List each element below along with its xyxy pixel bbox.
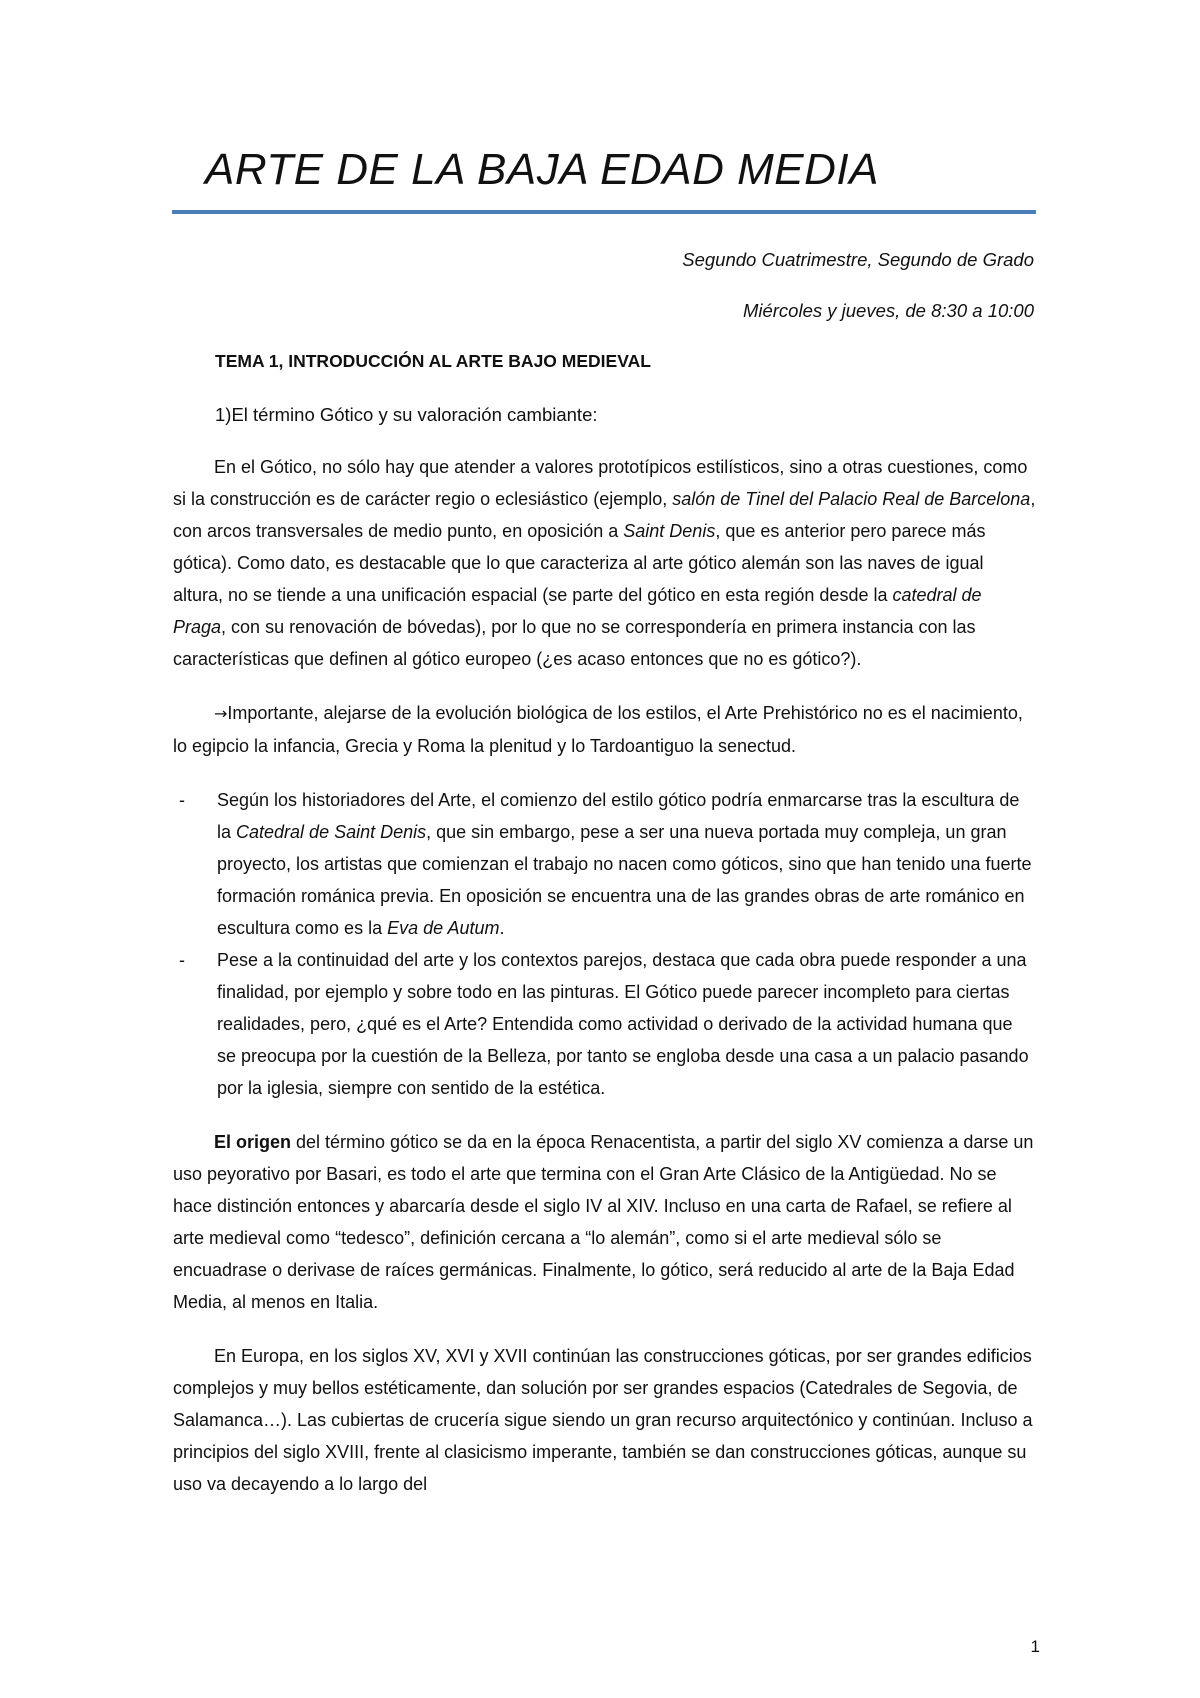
dash-bullet: - bbox=[179, 790, 185, 810]
list-item-text: , que sin embargo, pese a ser una nueva portada muy compleja, un gran proyecto, los artistas que comienzan el trabajo no nacen como góticos, sino que han tenido una fuerte formación románica previa. En oposición se encuentra una de las grandes obras de arte románico en escultura como es la bbox=[217, 822, 1032, 938]
paragraph-text: En el Gótico, no sólo hay que atender a valores prototípicos estilísticos, sino a otras cuestiones, como si la construcción es de carácter regio o eclesiástico (ejemplo, bbox=[173, 457, 1028, 509]
class-schedule: Miércoles y jueves, de 8:30 a 10:00 bbox=[742, 300, 1034, 321]
emphasis-text: catedral de Praga bbox=[173, 585, 982, 637]
list-item bbox=[173, 784, 1036, 944]
subsection-heading: 1)El término Gótico y su valoración cambiante: bbox=[215, 404, 598, 425]
dash-bullet: - bbox=[179, 950, 185, 970]
page-number: 1 bbox=[1030, 1637, 1040, 1656]
emphasis-text: Catedral de Saint Denis bbox=[236, 822, 427, 842]
document-body bbox=[173, 451, 1036, 1500]
list-item bbox=[173, 944, 1036, 1104]
arrow-right-icon: → bbox=[214, 704, 228, 723]
paragraph-origin bbox=[173, 1126, 1036, 1318]
document-title: ARTE DE LA BAJA EDAD MEDIA bbox=[205, 145, 879, 194]
emphasis-text: salón de Tinel del Palacio Real de Barcelona bbox=[672, 489, 1031, 509]
list-item-text: Según los historiadores del Arte, el comienzo del estilo gótico podría enmarcarse tras la escultura de la bbox=[217, 790, 1020, 842]
emphasis-text: Saint Denis bbox=[623, 521, 716, 541]
paragraph-text: , con arcos transversales de medio punto, en oposición a bbox=[173, 489, 1036, 541]
paragraph-text: , que es anterior pero parece más gótica). Como dato, es destacable que lo que caracteriza al arte gótico alemán son las naves de igual altura, no se tiende a una unificación espacial (se parte del gótico en esta región desde la bbox=[173, 521, 986, 605]
paragraph-text: Importante, alejarse de la evolución biológica de los estilos, el Arte Prehistórico no es el nacimiento, lo egipcio la infancia, Grecia y Roma la plenitud y lo Tardoantiguo la senectud. bbox=[173, 703, 1023, 756]
course-term: Segundo Cuatrimestre, Segundo de Grado bbox=[682, 249, 1034, 270]
list-item-text: . bbox=[499, 918, 505, 938]
paragraph-text: del término gótico se da en la época Renacentista, a partir del siglo XV comienza a darse un uso peyorativo por Basari, es todo el arte que termina con el Gran Arte Clásico de la Antigüedad. No se hace distinción entonces y abarcaría desde el siglo IV al XIV. Incluso en una carta de Rafael, se refiere al arte medieval como “tedesco”, definición cercana a “lo alemán”, como si el arte medieval sólo se encuadrase o derivase de raíces germánicas. Finalmente, lo gótico, será reducido al arte de la Baja Edad Media, al menos en Italia. bbox=[173, 1132, 1034, 1312]
paragraph-important-note bbox=[173, 697, 1036, 762]
paragraph-text: En Europa, en los siglos XV, XVI y XVII continúan las construcciones góticas, por ser grandes edificios complejos y muy bellos estéticamente, dan solución por ser grandes espacios (Catedrales de Segovia, de Salamanca…). Las cubiertas de crucería sigue siendo un gran recurso arquitectónico y continúan. Incluso a principios del siglo XVIII, frente al clasicismo imperante, también se dan construcciones góticas, aunque su uso va decayendo a lo largo del bbox=[173, 1346, 1033, 1494]
section-title: TEMA 1, INTRODUCCIÓN AL ARTE BAJO MEDIEVAL bbox=[215, 351, 651, 371]
bold-text: El origen bbox=[214, 1132, 292, 1152]
paragraph-gothic-values bbox=[173, 451, 1036, 675]
dash-list bbox=[173, 784, 1036, 1104]
paragraph-europe bbox=[173, 1340, 1036, 1500]
title-underline bbox=[172, 210, 1036, 214]
list-item-text: Pese a la continuidad del arte y los contextos parejos, destaca que cada obra puede responder a una finalidad, por ejemplo y sobre todo en las pinturas. El Gótico puede parecer incompleto para ciertas realidades, pero, ¿qué es el Arte? Entendida como actividad o derivado de la actividad humana que se preocupa por la cuestión de la Belleza, por tanto se engloba desde una casa a un palacio pasando por la iglesia, siempre con sentido de la estética. bbox=[217, 950, 1029, 1098]
paragraph-text: , con su renovación de bóvedas), por lo que no se correspondería en primera instancia con las características que definen al gótico europeo (¿es acaso entonces que no es gótico?). bbox=[173, 617, 976, 669]
emphasis-text: Eva de Autum bbox=[387, 918, 500, 938]
